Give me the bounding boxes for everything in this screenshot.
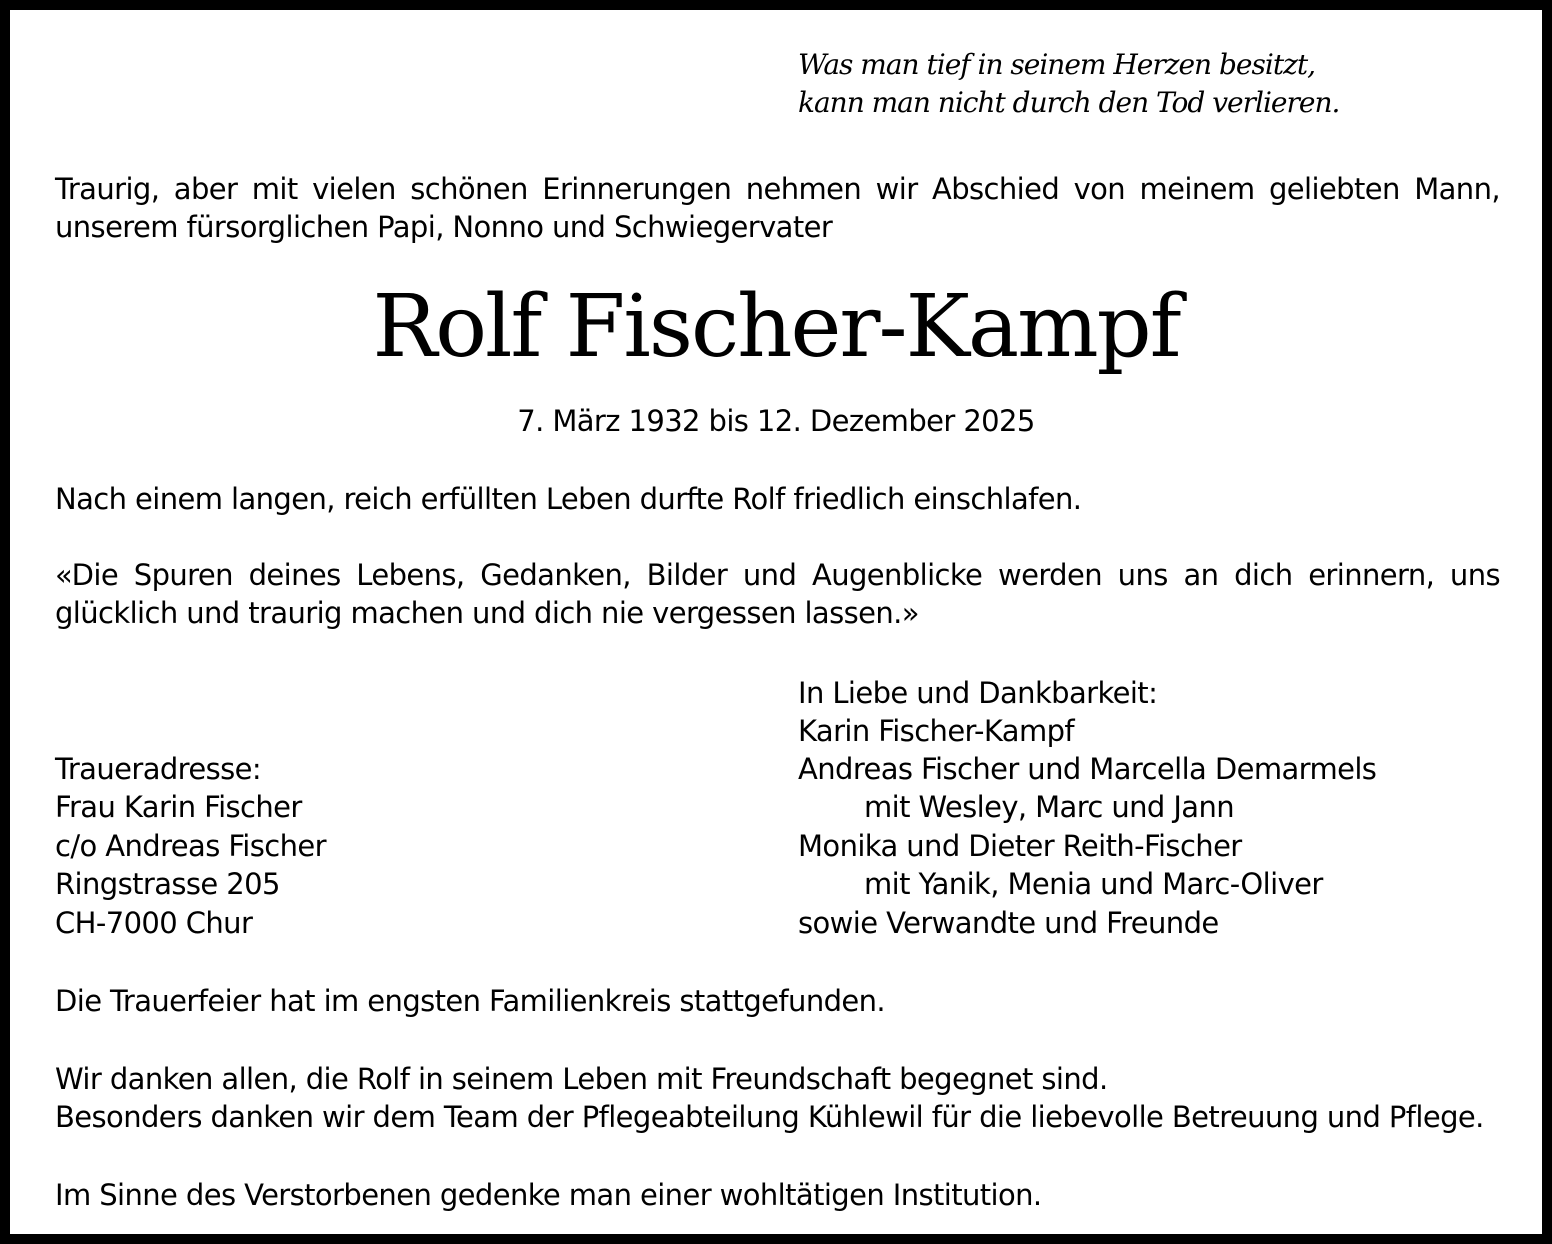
intro-text: Traurig, aber mit vielen schönen Erinnerungen nehmen wir Abschied von meinem geliebten Mann, unserem fürsorglichen Papi, Nonno und Schwiegervater — [55, 172, 1500, 244]
thanks-line-2: Besonders danken wir dem Team der Pflegeabteilung Kühlewil für die liebevolle Betreuung und Pflege. — [55, 1100, 1484, 1134]
mourner-line: Monika und Dieter Reith-Fischer — [798, 829, 1242, 863]
address-heading: Traueradresse: — [55, 752, 262, 786]
address-line: CH-7000 Chur — [55, 906, 253, 940]
address-line: Ringstrasse 205 — [55, 867, 280, 901]
motto-line-1: Was man tief in seinem Herzen besitzt, — [798, 48, 1315, 81]
remembrance-quote: «Die Spuren deines Lebens, Gedanken, Bilder und Augenblicke werden uns an dich erinnern, uns glücklich und traurig machen und dich nie vergessen lassen.» — [55, 558, 1500, 630]
peaceful-text: Nach einem langen, reich erfüllten Leben durfte Rolf friedlich einschlafen. — [55, 482, 1082, 516]
donation-text: Im Sinne des Verstorbenen gedenke man einer wohltätigen Institution. — [55, 1178, 1042, 1212]
ceremony-text: Die Trauerfeier hat im engsten Familienkreis stattgefunden. — [55, 984, 886, 1018]
address-line: c/o Andreas Fischer — [55, 829, 326, 863]
thanks-line-1: Wir danken allen, die Rolf in seinem Leben mit Freundschaft begegnet sind. — [55, 1062, 1108, 1096]
mourner-line: Andreas Fischer und Marcella Demarmels — [798, 752, 1377, 786]
motto-quote — [798, 46, 1339, 122]
mourner-line: Karin Fischer-Kampf — [798, 714, 1075, 748]
mourners-heading: In Liebe und Dankbarkeit: — [798, 676, 1158, 710]
motto-line-2: kann man nicht durch den Tod verlieren. — [798, 86, 1340, 119]
life-dates: 7. März 1932 bis 12. Dezember 2025 — [517, 404, 1035, 438]
mourner-line: mit Wesley, Marc und Jann — [864, 790, 1235, 824]
mourner-line: sowie Verwandte und Freunde — [798, 906, 1219, 940]
address-line: Frau Karin Fischer — [55, 790, 302, 824]
deceased-name: Rolf Fischer-Kampf — [372, 277, 1180, 377]
mourner-line: mit Yanik, Menia und Marc-Oliver — [864, 867, 1323, 901]
